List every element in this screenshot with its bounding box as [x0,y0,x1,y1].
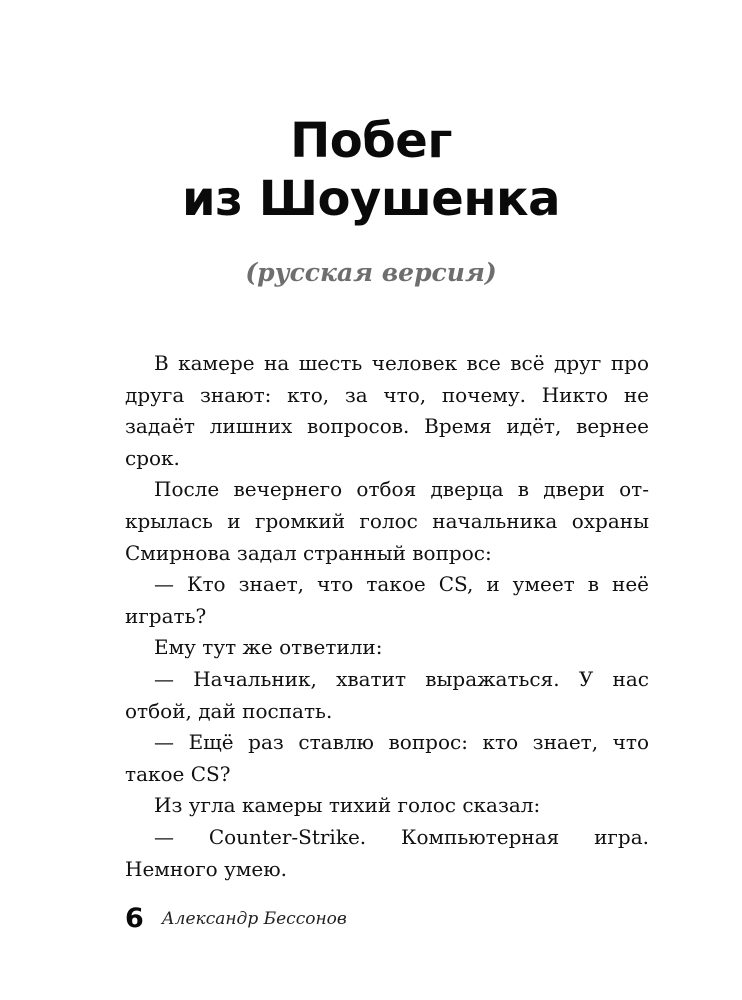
paragraph: — Ещё раз ставлю вопрос: кто знает, что такое CS? [125,730,649,786]
paragraph: — Начальник, хватит выражаться. У нас отбой, дай поспать. [125,666,649,723]
chapter-title [0,112,742,228]
paragraph: Из угла камеры тихий голос сказал: [154,793,541,818]
paragraph: После вечернего отбоя дверца в двери открылась и громкий голос начальника охраны Смирнова задал странный вопрос: [125,477,649,565]
paragraph: В камере на шесть человек все всё друг про друга знают: кто, за что, почему. Никто не задаёт лишних вопросов. Время идёт, вернее срок. [125,351,649,470]
chapter-subtitle: (русская версия) [245,258,497,287]
chapter-title-line-1: Побег [290,113,452,169]
paragraph: Ему тут же ответили: [154,635,383,660]
chapter-body [125,348,649,885]
chapter-title-line-2: из Шоушенка [182,171,560,227]
page-number: 6 [125,903,144,934]
paragraph: — Counter-Strike. Компьютерная игра. Немного умею. [125,824,649,881]
paragraph: — Кто знает, что такое CS, и умеет в неё играть? [125,572,649,628]
running-author: Александр Бессонов [161,909,347,929]
page-footer [125,904,347,934]
